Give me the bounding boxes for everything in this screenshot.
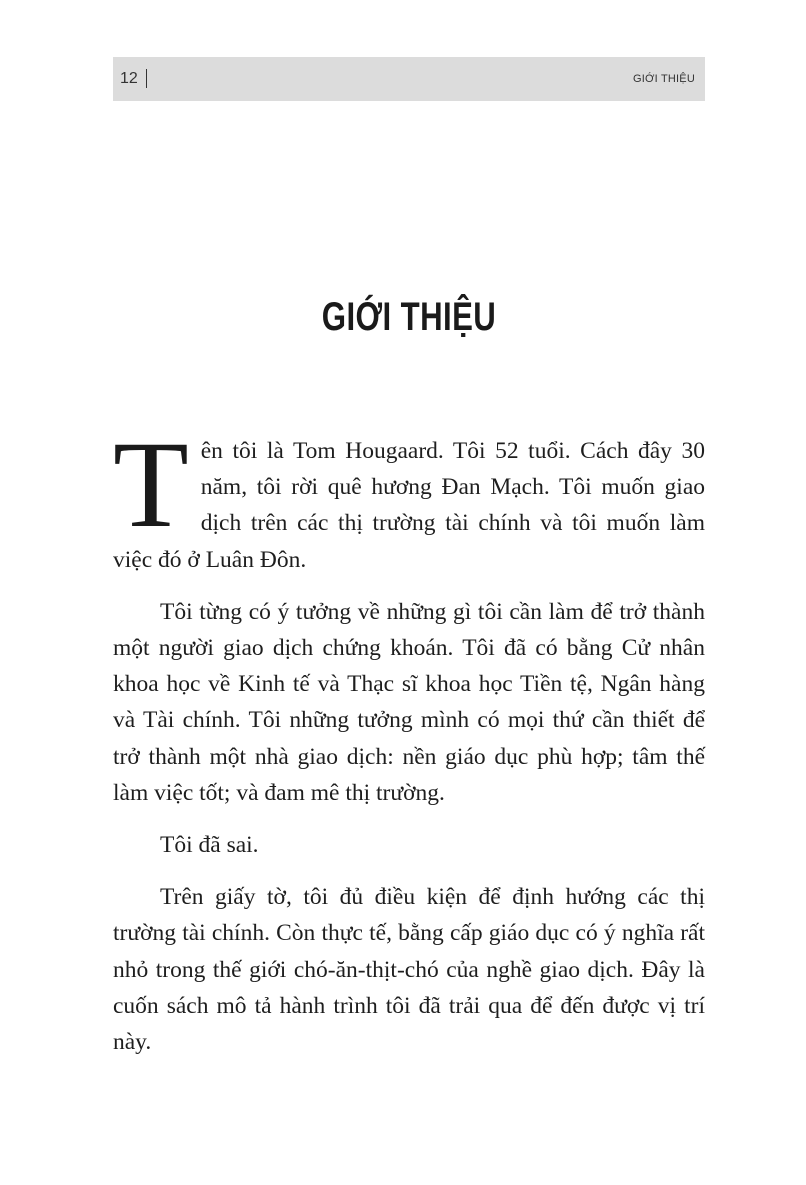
paragraph-1-text: ên tôi là Tom Hougaard. Tôi 52 tuổi. Cách đây 30 năm, tôi rời quê hương Đan Mạch. Tôi muốn giao dịch trên các thị trường tài chính và tôi muốn làm việc đó ở Luân Đôn. [113,438,705,573]
header-separator [146,69,147,88]
page-number: 12 [120,70,138,87]
body-text [113,416,705,1060]
paragraph-2: Tôi từng có ý tưởng về những gì tôi cần làm để trở thành một người giao dịch chứng khoán. Tôi đã có bằng Cử nhân khoa học về Kinh tế và Thạc sĩ khoa học Tiền tệ, Ngân hàng và Tài chính. Tôi những tưởng mình có mọi thứ cần thiết để trở thành một nhà giao dịch: nền giáo dục phù hợp; tâm thế làm việc tốt; và đam mê thị trường. [113,598,705,806]
paragraph-3: Tôi đã sai. [160,832,259,859]
paragraph-1 [113,416,705,578]
chapter-title: GIỚI THIỆU [321,295,497,339]
drop-cap: T [113,416,189,553]
paragraph-4: Trên giấy tờ, tôi đủ điều kiện để định hướng các thị trường tài chính. Còn thực tế, bằng cấp giáo dục có ý nghĩa rất nhỏ trong thế giới chó-ăn-thịt-chó của nghề giao dịch. Đây là cuốn sách mô tả hành trình tôi đã trải qua để đến được vị trí này. [113,884,705,1056]
running-head-title: GIỚI THIỆU [633,73,695,85]
running-header [113,57,705,101]
